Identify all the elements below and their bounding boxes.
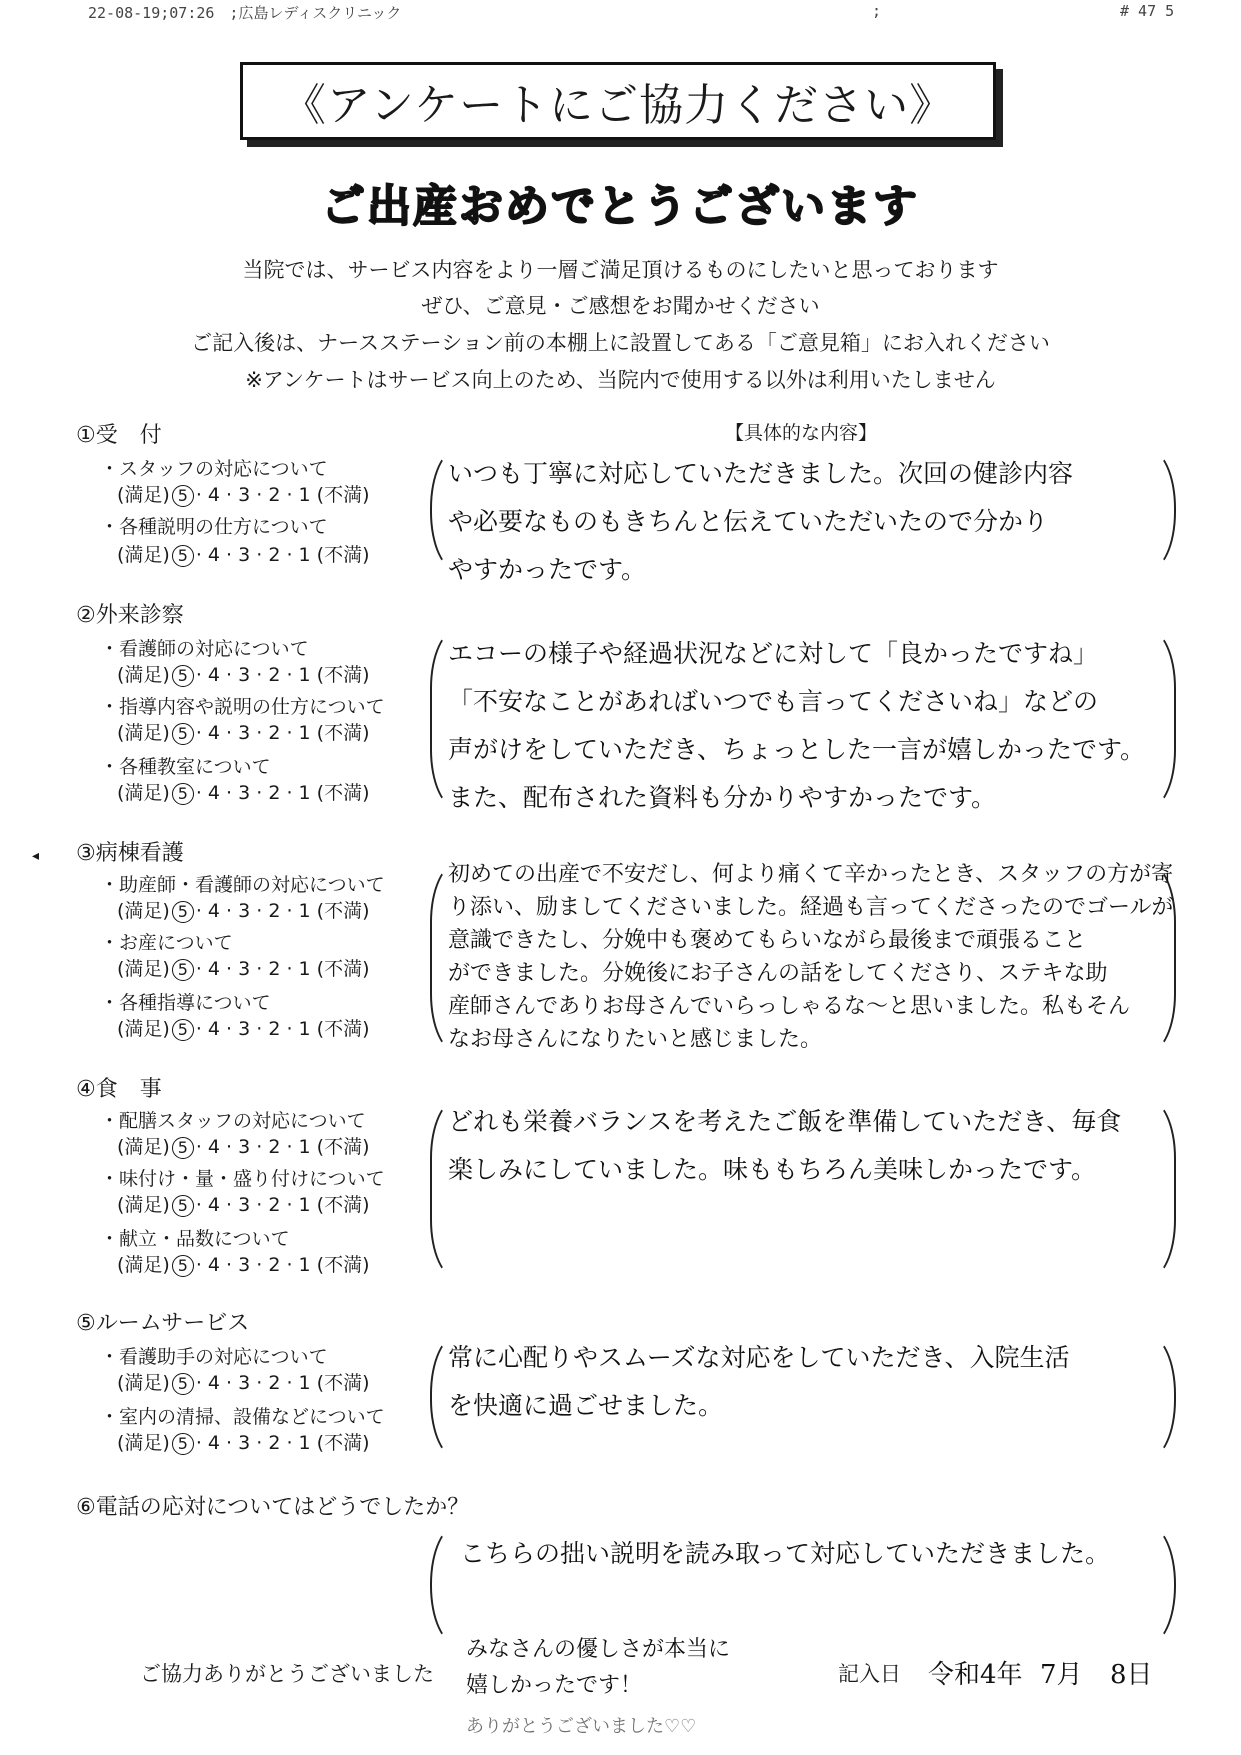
comment-line: どれも栄養バランスを考えたご飯を準備していただき、毎食 <box>448 1107 1122 1136</box>
item-label: ・各種指導について <box>100 992 271 1014</box>
item-label: ・看護助手の対応について <box>100 1346 328 1368</box>
comment-ward-nursing <box>448 858 1174 1056</box>
scale-prefix: (満足) <box>117 1432 170 1454</box>
question-phone-response: ⑥電話の応対についてはどうでしたか？ <box>76 1495 470 1520</box>
scale-rest: · 4 · 3 · 2 · 1 (不満) <box>195 1432 370 1454</box>
rating-scale[interactable] <box>117 1428 369 1455</box>
comment-line: また、配布された資料も分かりやすかったです。 <box>448 783 997 812</box>
selected-rating[interactable]: 5 <box>172 1255 194 1277</box>
comment-line: を快適に過ごせました。 <box>448 1391 724 1420</box>
scale-prefix: (満足) <box>117 484 170 506</box>
handwritten-note-3: ありがとうございました♡♡ <box>466 1716 697 1737</box>
selected-rating[interactable]: 5 <box>172 545 194 567</box>
fax-header-left: 22-08-19;07:26 ;広島レディスクリニック <box>88 4 402 22</box>
congratulations-heading: ご出産おめでとうございます <box>321 181 919 232</box>
comment-line: り添い、励ましてくださいました。経過も言ってくださったのでゴールが <box>448 895 1174 920</box>
entry-date-day[interactable]: 8日 <box>1110 1660 1153 1690</box>
comment-line: 常に心配りやスムーズな対応をしていただき、入院生活 <box>448 1343 1070 1372</box>
comment-line: やすかったです。 <box>448 555 647 584</box>
selected-rating[interactable]: 5 <box>172 901 194 923</box>
entry-date-label: 記入日 <box>838 1662 901 1686</box>
intro-line-3: ご記入後は、ナースステーション前の本棚上に設置してある「ご意見箱」にお入れください <box>191 331 1050 355</box>
selected-rating[interactable]: 5 <box>172 1137 194 1159</box>
scale-prefix: (満足) <box>117 1136 170 1158</box>
item-label: ・指導内容や説明の仕方について <box>100 696 385 718</box>
comment-phone: こちらの拙い説明を読み取って対応していただきました。 <box>460 1539 1111 1568</box>
scale-prefix: (満足) <box>117 1194 170 1216</box>
item-label: ・看護師の対応について <box>100 638 309 660</box>
handwritten-note-2: 嬉しかったです！ <box>466 1673 643 1698</box>
scale-rest: · 4 · 3 · 2 · 1 (不満) <box>195 664 370 686</box>
section-title-outpatient: ②外来診察 <box>76 603 184 628</box>
scale-prefix: (満足) <box>117 664 170 686</box>
item-label: ・助産師・看護師の対応について <box>100 874 385 896</box>
scale-rest: · 4 · 3 · 2 · 1 (不満) <box>195 1254 370 1276</box>
item-label: ・配膳スタッフの対応について <box>100 1110 366 1132</box>
thanks-text: ご協力ありがとうございました <box>140 1662 434 1686</box>
comment-meals <box>448 1098 1121 1194</box>
scale-prefix: (満足) <box>117 1018 170 1040</box>
rating-scale[interactable] <box>117 480 369 507</box>
selected-rating[interactable]: 5 <box>172 783 194 805</box>
scale-prefix: (満足) <box>117 782 170 804</box>
item-label: ・スタッフの対応について <box>100 458 328 480</box>
comment-line: エコーの様子や経過状況などに対して「良かったですね」 <box>448 639 1099 668</box>
rating-scale[interactable] <box>117 896 369 923</box>
comment-line: 「不安なことがあればいつでも言ってくださいね」などの <box>448 687 1099 716</box>
rating-scale[interactable] <box>117 718 369 745</box>
scale-prefix: (満足) <box>117 1372 170 1394</box>
item-label: ・各種説明の仕方について <box>100 516 328 538</box>
entry-date-era[interactable]: 令和4年 <box>928 1660 1023 1690</box>
comment-line: 楽しみにしていました。味ももちろん美味しかったです。 <box>448 1155 1097 1184</box>
comment-line: 初めての出産で不安だし、何より痛くて辛かったとき、スタッフの方が寄 <box>448 862 1174 887</box>
scale-prefix: (満足) <box>117 722 170 744</box>
rating-scale[interactable] <box>117 1368 369 1395</box>
item-label: ・お産について <box>100 932 233 954</box>
section-title-reception: ①受 付 <box>76 423 162 448</box>
scale-rest: · 4 · 3 · 2 · 1 (不満) <box>195 544 370 566</box>
selected-rating[interactable]: 5 <box>172 1373 194 1395</box>
scale-prefix: (満足) <box>117 1254 170 1276</box>
selected-rating[interactable]: 5 <box>172 1019 194 1041</box>
scale-rest: · 4 · 3 · 2 · 1 (不満) <box>195 1136 370 1158</box>
scale-rest: · 4 · 3 · 2 · 1 (不満) <box>195 484 370 506</box>
entry-date-month[interactable]: 7月 <box>1040 1660 1083 1690</box>
selected-rating[interactable]: 5 <box>172 485 194 507</box>
scale-rest: · 4 · 3 · 2 · 1 (不満) <box>195 958 370 980</box>
rating-scale[interactable] <box>117 660 369 687</box>
comment-line: なお母さんになりたいと感じました。 <box>448 1027 823 1052</box>
scale-rest: · 4 · 3 · 2 · 1 (不満) <box>195 1372 370 1394</box>
comment-outpatient <box>448 630 1145 822</box>
selected-rating[interactable]: 5 <box>172 1433 194 1455</box>
comment-line: 産師さんでありお母さんでいらっしゃるな〜と思いました。私もそん <box>448 994 1131 1019</box>
rating-scale[interactable] <box>117 1014 369 1041</box>
comment-line: や必要なものもきちんと伝えていただいたので分かり <box>448 507 1049 536</box>
rating-scale[interactable] <box>117 954 369 981</box>
rating-scale[interactable] <box>117 1190 369 1217</box>
margin-mark: ◂ <box>32 848 40 864</box>
selected-rating[interactable]: 5 <box>172 723 194 745</box>
detail-header: 【具体的な内容】 <box>725 422 878 444</box>
comment-line: いつも丁寧に対応していただきました。次回の健診内容 <box>448 459 1074 488</box>
section-title-meals: ④食 事 <box>76 1077 162 1102</box>
scale-rest: · 4 · 3 · 2 · 1 (不満) <box>195 900 370 922</box>
comment-line: ができました。分娩後にお子さんの話をしてくださり、ステキな助 <box>448 961 1108 986</box>
item-label: ・室内の清掃、設備などについて <box>100 1406 385 1428</box>
scale-rest: · 4 · 3 · 2 · 1 (不満) <box>195 782 370 804</box>
selected-rating[interactable]: 5 <box>172 959 194 981</box>
rating-scale[interactable] <box>117 778 369 805</box>
scale-prefix: (満足) <box>117 900 170 922</box>
intro-line-4: ※アンケートはサービス向上のため、当院内で使用する以外は利用いたしません <box>245 368 996 392</box>
selected-rating[interactable]: 5 <box>172 665 194 687</box>
survey-title: 《アンケートにご協力ください》 <box>240 62 996 140</box>
scale-prefix: (満足) <box>117 544 170 566</box>
fax-header-mid: ; <box>872 2 882 20</box>
scale-rest: · 4 · 3 · 2 · 1 (不満) <box>195 1194 370 1216</box>
item-label: ・味付け・量・盛り付けについて <box>100 1168 385 1190</box>
intro-line-2: ぜひ、ご意見・ご感想をお聞かせください <box>421 294 820 318</box>
rating-scale[interactable] <box>117 1250 369 1277</box>
comment-line: 意識できたし、分娩中も褒めてもらいながら最後まで頑張ること <box>448 928 1087 953</box>
section-title-ward-nursing: ③病棟看護 <box>76 841 184 866</box>
handwritten-note-1: みなさんの優しさが本当に <box>466 1637 731 1662</box>
item-label: ・献立・品数について <box>100 1228 290 1250</box>
item-label: ・各種教室について <box>100 756 271 778</box>
comment-reception <box>448 450 1073 594</box>
intro-line-1: 当院では、サービス内容をより一層ご満足頂けるものにしたいと思っております <box>242 258 999 282</box>
scale-rest: · 4 · 3 · 2 · 1 (不満) <box>195 722 370 744</box>
comment-room-service <box>448 1334 1070 1430</box>
fax-header-right: # 47 5 <box>1120 2 1175 20</box>
scale-prefix: (満足) <box>117 958 170 980</box>
rating-scale[interactable] <box>117 540 369 567</box>
section-title-room-service: ⑤ルームサービス <box>76 1311 250 1336</box>
comment-line: 声がけをしていただき、ちょっとした一言が嬉しかったです。 <box>448 735 1146 764</box>
rating-scale[interactable] <box>117 1132 369 1159</box>
selected-rating[interactable]: 5 <box>172 1195 194 1217</box>
scale-rest: · 4 · 3 · 2 · 1 (不満) <box>195 1018 370 1040</box>
